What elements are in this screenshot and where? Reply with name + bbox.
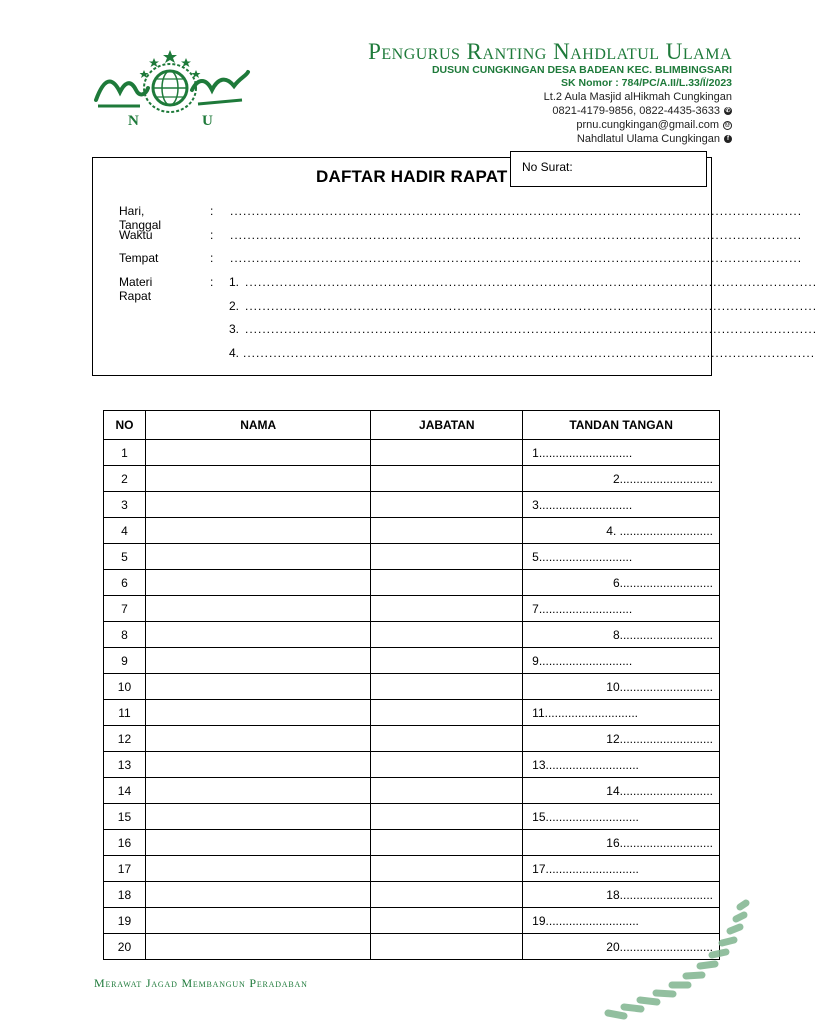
- row-number: 4: [104, 518, 146, 544]
- nama-cell[interactable]: [145, 856, 371, 882]
- signature-cell[interactable]: 9............................: [523, 648, 720, 674]
- row-number: 16: [104, 830, 146, 856]
- row-number: 10: [104, 674, 146, 700]
- nama-cell[interactable]: [145, 440, 371, 466]
- signature-cell[interactable]: 15............................: [523, 804, 720, 830]
- signature-cell[interactable]: 19............................: [523, 908, 720, 934]
- nama-cell[interactable]: [145, 700, 371, 726]
- nama-cell[interactable]: [145, 934, 371, 960]
- row-number: 1: [104, 440, 146, 466]
- no-surat-field[interactable]: No Surat:: [510, 151, 707, 187]
- jabatan-cell[interactable]: [371, 544, 523, 570]
- row-number: 2: [104, 466, 146, 492]
- jabatan-cell[interactable]: [371, 492, 523, 518]
- signature-cell[interactable]: 12............................: [523, 726, 720, 752]
- signature-cell[interactable]: 7............................: [523, 596, 720, 622]
- row-number: 15: [104, 804, 146, 830]
- letterhead: [302, 40, 732, 146]
- hari-colon: :: [210, 204, 214, 218]
- waktu-colon: :: [210, 228, 214, 242]
- table-row: [104, 726, 720, 752]
- row-number: 12: [104, 726, 146, 752]
- table-row: [104, 570, 720, 596]
- nama-cell[interactable]: [145, 570, 371, 596]
- sk-number: SK Nomor : 784/PC/A.II/L.33/Ϊ/2023: [561, 77, 732, 89]
- signature-cell[interactable]: 5............................: [523, 544, 720, 570]
- phone-line: [302, 104, 732, 118]
- jabatan-cell[interactable]: [371, 752, 523, 778]
- phone-text: 0821-4179-9856, 0822-4435-3633: [552, 105, 720, 117]
- signature-cell[interactable]: 8............................: [523, 622, 720, 648]
- rope-ornament: [590, 895, 768, 1024]
- waktu-fill[interactable]: ....................................................................................................................................: [230, 228, 803, 242]
- email-text: prnu.cungkingan@gmail.com: [576, 119, 719, 131]
- location-line: [302, 90, 732, 104]
- row-number: 6: [104, 570, 146, 596]
- signature-cell[interactable]: 11............................: [523, 700, 720, 726]
- tempat-fill[interactable]: ....................................................................................................................................: [230, 251, 803, 265]
- hari-fill[interactable]: ....................................................................................................................................: [230, 204, 803, 218]
- facebook-icon: f: [724, 135, 732, 143]
- table-row: [104, 492, 720, 518]
- table-row: [104, 596, 720, 622]
- nama-cell[interactable]: [145, 648, 371, 674]
- row-number: 5: [104, 544, 146, 570]
- jabatan-cell[interactable]: [371, 518, 523, 544]
- jabatan-cell[interactable]: [371, 466, 523, 492]
- signature-cell[interactable]: 2............................: [523, 466, 720, 492]
- jabatan-cell[interactable]: [371, 726, 523, 752]
- row-number: 17: [104, 856, 146, 882]
- jabatan-cell[interactable]: [371, 830, 523, 856]
- jabatan-cell[interactable]: [371, 622, 523, 648]
- row-number: 3: [104, 492, 146, 518]
- footer-tagline: Merawat Jagad Membangun Peradaban: [94, 976, 308, 990]
- nama-cell[interactable]: [145, 882, 371, 908]
- document-title: DAFTAR HADIR RAPAT: [316, 167, 508, 186]
- materi-item-fill[interactable]: ....................................................................................................................................: [245, 322, 817, 336]
- jabatan-cell[interactable]: [371, 778, 523, 804]
- table-row: [104, 544, 720, 570]
- meeting-info-box: [92, 157, 817, 376]
- table-row: [104, 830, 720, 856]
- nama-cell[interactable]: [145, 596, 371, 622]
- nama-cell[interactable]: [145, 830, 371, 856]
- table-row: [104, 856, 720, 882]
- nama-cell[interactable]: [145, 752, 371, 778]
- facebook-line: [302, 132, 732, 146]
- table-row: [104, 778, 720, 804]
- row-number: 8: [104, 622, 146, 648]
- nama-cell[interactable]: [145, 674, 371, 700]
- col-header-nama: NAMA: [145, 411, 371, 440]
- col-header-tanda-tangan: TANDAN TANGAN: [523, 411, 720, 440]
- jabatan-cell[interactable]: [371, 882, 523, 908]
- row-number: 7: [104, 596, 146, 622]
- jabatan-cell[interactable]: [371, 908, 523, 934]
- logo-letters: N: [128, 113, 139, 129]
- row-number: 13: [104, 752, 146, 778]
- materi-item-number: 2.: [229, 299, 240, 313]
- nama-cell[interactable]: [145, 518, 371, 544]
- nama-cell[interactable]: [145, 908, 371, 934]
- nama-cell[interactable]: [145, 778, 371, 804]
- jabatan-cell[interactable]: [371, 934, 523, 960]
- jabatan-cell[interactable]: [371, 804, 523, 830]
- nama-cell[interactable]: [145, 804, 371, 830]
- whatsapp-icon: ✆: [725, 108, 731, 114]
- table-row: [104, 466, 720, 492]
- table-header-row: [104, 411, 720, 440]
- tempat-label: Tempat: [119, 251, 159, 265]
- svg-text:U: U: [202, 113, 213, 129]
- signature-cell[interactable]: 18............................: [523, 882, 720, 908]
- jabatan-cell[interactable]: [371, 674, 523, 700]
- nama-cell[interactable]: [145, 466, 371, 492]
- waktu-label: Waktu: [119, 228, 153, 242]
- nama-cell[interactable]: [145, 492, 371, 518]
- row-number: 11: [104, 700, 146, 726]
- table-row: [104, 518, 720, 544]
- row-number: 18: [104, 882, 146, 908]
- materi-label: Materi Rapat: [119, 275, 153, 303]
- materi-item-number: 3.: [229, 322, 240, 336]
- nama-cell[interactable]: [145, 544, 371, 570]
- row-number: 20: [104, 934, 146, 960]
- materi-item-fill[interactable]: ....................................................................................................................................: [243, 346, 816, 360]
- attendance-table: [103, 410, 720, 960]
- nu-logo: [90, 48, 250, 130]
- table-row: [104, 622, 720, 648]
- materi-item-number: 1.: [229, 275, 240, 289]
- jabatan-cell[interactable]: [371, 856, 523, 882]
- signature-cell[interactable]: 14............................: [523, 778, 720, 804]
- location-text: Lt.2 Aula Masjid alHikmah Cungkingan: [543, 91, 732, 103]
- org-name: Pengurus Ranting Nahdlatul Ulama: [368, 39, 732, 64]
- table-row: [104, 700, 720, 726]
- signature-cell[interactable]: 4. ............................: [523, 518, 720, 544]
- materi-item-fill[interactable]: ....................................................................................................................................: [245, 275, 817, 289]
- materi-item-fill[interactable]: ....................................................................................................................................: [245, 299, 817, 313]
- nama-cell[interactable]: [145, 622, 371, 648]
- table-row: [104, 674, 720, 700]
- materi-item-number: 4.: [229, 346, 240, 360]
- col-header-jabatan: JABATAN: [371, 411, 523, 440]
- signature-cell[interactable]: 10............................: [523, 674, 720, 700]
- signature-cell[interactable]: 20............................: [523, 934, 720, 960]
- table-row: [104, 752, 720, 778]
- jabatan-cell[interactable]: [371, 648, 523, 674]
- row-number: 9: [104, 648, 146, 674]
- signature-cell[interactable]: 3............................: [523, 492, 720, 518]
- signature-cell[interactable]: 17............................: [523, 856, 720, 882]
- hari-label: Hari, Tanggal: [119, 204, 162, 232]
- org-address: DUSUN CUNGKINGAN DESA BADEAN KEC. BLIMBINGSARI: [431, 64, 732, 76]
- table-row: [104, 648, 720, 674]
- jabatan-cell[interactable]: [371, 570, 523, 596]
- jabatan-cell[interactable]: [371, 700, 523, 726]
- jabatan-cell[interactable]: [371, 596, 523, 622]
- row-number: 19: [104, 908, 146, 934]
- signature-cell[interactable]: 6............................: [523, 570, 720, 596]
- table-row: [104, 440, 720, 466]
- facebook-text: Nahdlatul Ulama Cungkingan: [576, 133, 720, 145]
- materi-colon: :: [210, 275, 214, 289]
- col-header-no: NO: [104, 411, 146, 440]
- table-row: [104, 804, 720, 830]
- nama-cell[interactable]: [145, 726, 371, 752]
- signature-cell[interactable]: 1............................: [523, 440, 720, 466]
- email-line: [302, 118, 732, 132]
- tempat-colon: :: [210, 251, 214, 265]
- signature-cell[interactable]: 13............................: [523, 752, 720, 778]
- row-number: 14: [104, 778, 146, 804]
- signature-cell[interactable]: 16............................: [523, 830, 720, 856]
- jabatan-cell[interactable]: [371, 440, 523, 466]
- email-icon: @: [724, 121, 731, 128]
